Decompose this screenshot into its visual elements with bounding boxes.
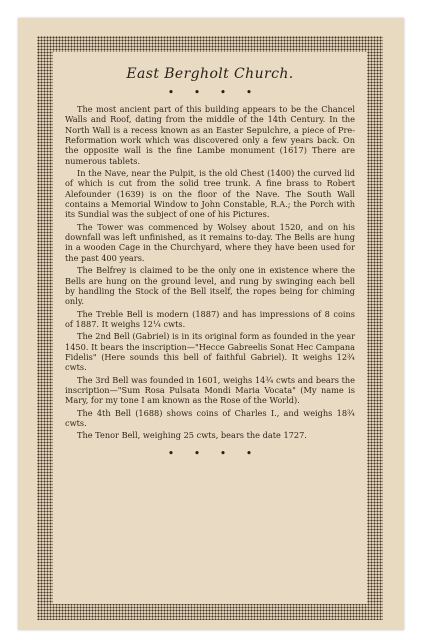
ornament-dots-bottom: • • • • [167,446,261,460]
paragraph-chancel: The most ancient part of this building appears to be the Chancel Walls and Roof, dating from the middle of the 14th Century. In the North Wall is a recess known as an Easter Sepulchre, a piece of Pre-Reformation work which was discovered only a few years back. On the opposite wall is the fine Lambe monument (1617) There are numerous tablets. [65,104,355,166]
paragraph-4th-bell: The 4th Bell (1688) shows coins of Charles I., and weighs 18¾ cwts. [65,407,355,428]
paragraph-2nd-bell: The 2nd Bell (Gabriel) is in its original form as founded in the year 1450. It bears the inscription—"Hecce Gabreelis Sonat Hec Campana Fidelis" (Here sounds this bell of faithful Gabriel). It weighs 12¾ cwts. [65,331,355,373]
postcard [18,18,404,630]
paragraph-treble-bell: The Treble Bell is modern (1887) and has impressions of 8 coins of 1887. It weighs 12¼ cwts. [65,308,355,329]
document-title: East Bergholt Church. [126,66,294,82]
ornament-dots-top: • • • • [167,86,261,99]
dotted-border-frame [37,36,383,620]
paragraph-3rd-bell: The 3rd Bell was founded in 1601, weighs 14¾ cwts and bears the inscription—"Sum Rosa Pulsata Mondi Maria Vocata" (My name is Mary, for my tone I am known as the Rose of the World). [65,374,355,406]
text-panel [53,52,367,604]
paragraph-tower: The Tower was commenced by Wolsey about 1520, and on his downfall was left unfinished, as it remains to-day. The Bells are hung in a wooden Cage in the Churchyard, where they have been used for the past 400 years. [65,221,355,263]
paragraph-nave: In the Nave, near the Pulpit, is the old Chest (1400) the curved lid of which is cut from the solid tree trunk. A fine brass to Robert Alefounder (1639) is on the floor of the Nave. The South Wall contains a Memorial Window to John Constable, R.A.; the Porch with its Sundial was the subject of one of his Pictures. [65,168,355,220]
paragraph-tenor-bell: The Tenor Bell, weighing 25 cwts, bears the date 1727. [77,430,307,441]
paragraph-belfrey: The Belfrey is claimed to be the only one in existence where the Bells are hung on the ground level, and rung by swinging each bell by handling the Stock of the Bell itself, the ropes being for chiming only. [65,265,355,307]
